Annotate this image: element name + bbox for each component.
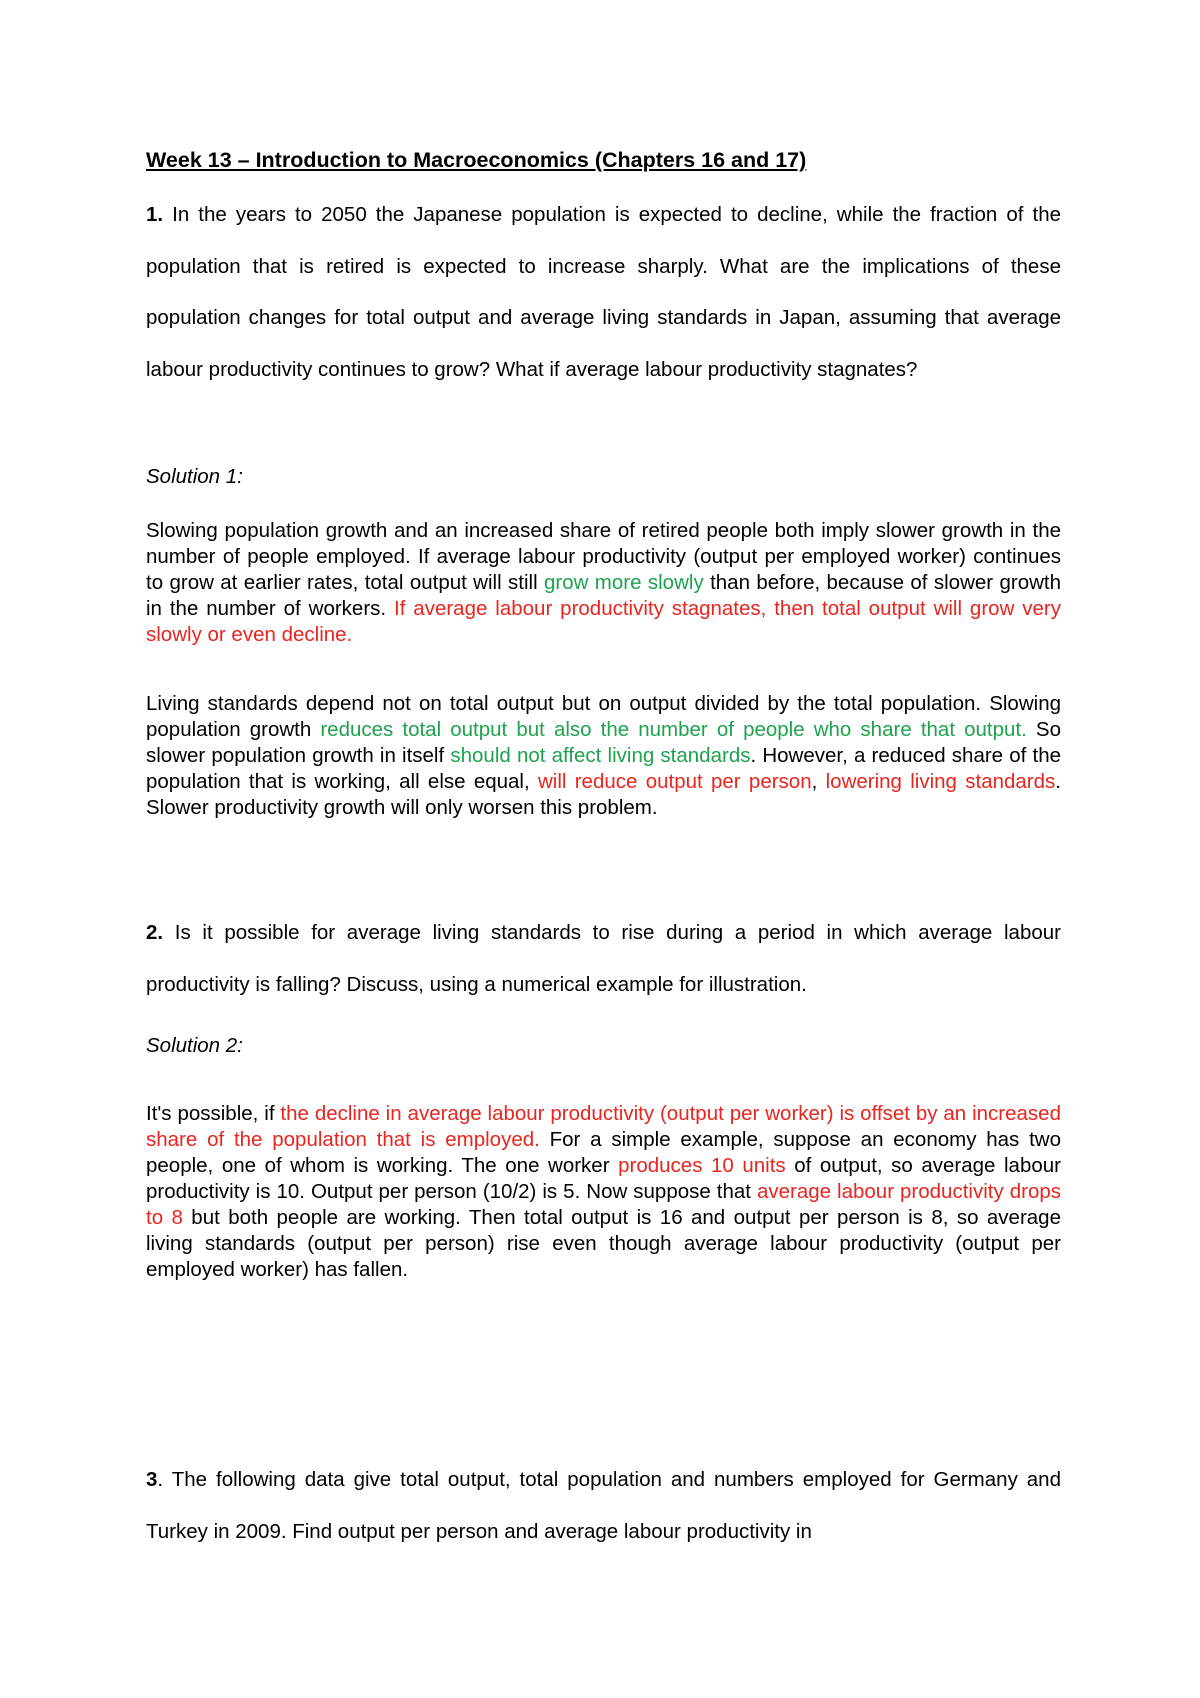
page-title: Week 13 – Introduction to Macroeconomics (Chapters 16 and 17) [146, 148, 807, 172]
answer-text: Slowing population growth and an increased share of retired people both imply slower growth in the number of people employed. If average labour productivity (output per employed worker) continues to grow at earlier rates, total output will still [146, 519, 1061, 594]
answer-text: For a simple example, suppose an economy has two people, one of whom is working. The one worker [146, 1128, 1061, 1177]
highlight-red: average labour productivity drops to 8 [146, 1180, 1061, 1229]
answer-text: of output, so average labour productivity is 10. Output per person (10/2) is 5. Now suppose that [146, 1154, 1061, 1203]
solution-1-label: Solution 1: [146, 465, 243, 488]
solution-1-paragraph-2 [146, 691, 1061, 821]
question-text: . The following data give total output, total population and numbers employed for Germany and Turkey in 2009. Find output per person and average labour productivity in [146, 1468, 1061, 1543]
answer-text: So slower population growth in itself [146, 718, 1061, 767]
question-text: In the years to 2050 the Japanese population is expected to decline, while the fraction of the population that is retired is expected to increase sharply. What are the implications of these population changes for total output and average living standards in Japan, assuming that average labour productivity continues to grow? What if average labour productivity stagnates? [146, 203, 1061, 381]
highlight-green: reduces total output but also the number of people who share that output. [320, 718, 1027, 741]
solution-1-paragraph-1 [146, 518, 1061, 648]
answer-text: . Slower productivity growth will only worsen this problem. [146, 770, 1061, 819]
answer-text: Living standards depend not on total output but on output divided by the total population. Slowing population growth [146, 692, 1061, 741]
highlight-red: produces 10 units [618, 1154, 786, 1177]
highlight-green: grow more slowly [544, 571, 704, 594]
answer-text: . However, a reduced share of the population that is working, all else equal, [146, 744, 1062, 793]
answer-text: , [811, 770, 826, 793]
highlight-red: the decline in average labour productivity (output per worker) is offset by an increased share of the population that is employed. [146, 1102, 1061, 1151]
answer-text: but both people are working. Then total output is 16 and output per person is 8, so average living standards (output per person) rise even though average labour productivity (output per employed worker) has fallen. [146, 1206, 1061, 1281]
highlight-green: should not affect living standards [450, 744, 751, 767]
question-text: Is it possible for average living standards to rise during a period in which average labour productivity is falling? Discuss, using a numerical example for illustration. [146, 921, 1061, 996]
solution-2-paragraph-1 [146, 1101, 1061, 1283]
question-number: 2. [146, 921, 164, 944]
highlight-red: If average labour productivity stagnates, then total output will grow very slowly or even decline. [146, 597, 1061, 646]
question-1 [146, 189, 1061, 395]
question-number: 3 [146, 1468, 158, 1491]
question-3 [146, 1454, 1061, 1557]
answer-text: It's possible, if [146, 1102, 281, 1125]
question-2 [146, 907, 1061, 1010]
highlight-red: will reduce output per person [537, 770, 812, 793]
question-number: 1. [146, 203, 164, 226]
answer-text: than before, because of slower growth in the number of workers. [146, 571, 1061, 620]
solution-2-label: Solution 2: [146, 1034, 243, 1057]
highlight-red: lowering living standards [825, 770, 1056, 793]
